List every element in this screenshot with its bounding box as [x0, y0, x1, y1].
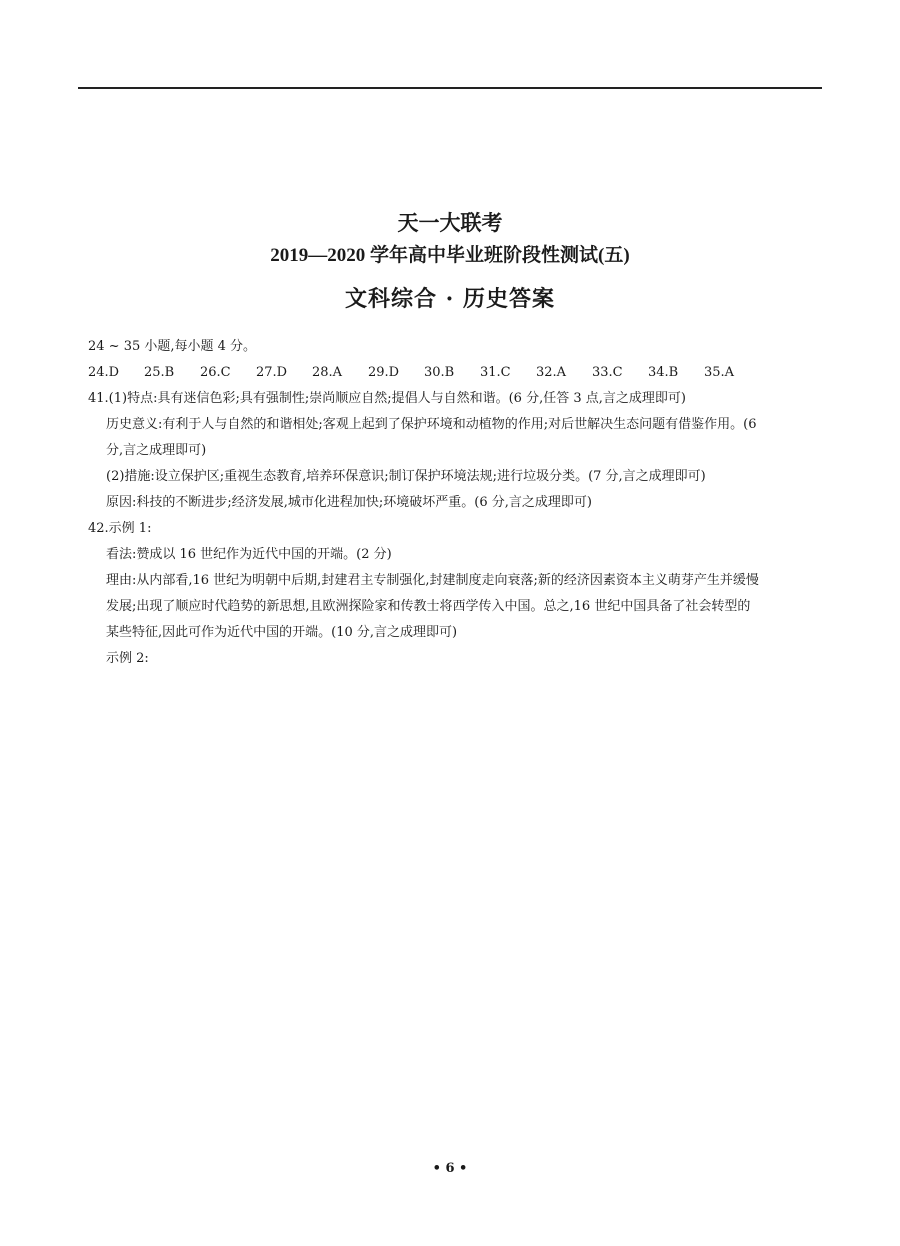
q42-reason: 理由:从内部看,16 世纪为明朝中后期,封建君主专制强化,封建制度走向衰落;新的经济因素资本主义萌芽产生并缓慢发展;出现了顺应时代趋势的新思想,且欧洲探险家和传教士将西学传入中国。总之,16 世纪中国具备了社会转型的某些特征,因此可作为近代中国的开端。(10 分,言之成理即可) [106, 573, 759, 640]
subject-title: 文科综合 · 历史答案 [345, 286, 555, 312]
answer-28: 28.A [312, 365, 343, 380]
answer-31: 31.C [480, 365, 511, 380]
answer-24: 24.D [88, 365, 120, 380]
answer-25: 25.B [144, 365, 175, 380]
exam-title: 2019—2020 学年高中毕业班阶段性测试(五) [270, 245, 630, 266]
answer-content [88, 334, 760, 672]
intro-line: 24 ~ 35 小题,每小题 4 分。 [88, 339, 257, 354]
q41-reasons: 原因:科技的不断进步;经济发展,城市化进程加快;环境破坏严重。(6 分,言之成理即可) [106, 495, 592, 510]
q42-example2-label: 示例 2: [106, 651, 149, 666]
answer-key-row [88, 360, 760, 386]
answer-34: 34.B [648, 365, 679, 380]
org-title: 天一大联考 [397, 210, 503, 235]
answer-27: 27.D [256, 365, 288, 380]
q42-example1-label: 42.示例 1: [88, 521, 152, 536]
answer-35: 35.A [704, 365, 735, 380]
header-rule [78, 87, 822, 89]
q41-features: 41.(1)特点:具有迷信色彩;具有强制性;崇尚顺应自然;提倡人与自然和谐。(6 分,任答 3 点,言之成理即可) [88, 391, 686, 406]
page-number: • 6 • [432, 1161, 468, 1176]
answer-29: 29.D [368, 365, 400, 380]
q41-significance: 历史意义:有利于人与自然的和谐相处;客观上起到了保护环境和动植物的作用;对后世解决生态问题有借鉴作用。(6 分,言之成理即可) [106, 417, 757, 458]
answer-32: 32.A [536, 365, 567, 380]
q42-view: 看法:赞成以 16 世纪作为近代中国的开端。(2 分) [106, 547, 392, 562]
answer-33: 33.C [592, 365, 623, 380]
q41-measures: (2)措施:设立保护区;重视生态教育,培养环保意识;制订保护环境法规;进行垃圾分类。(7 分,言之成理即可) [106, 469, 706, 484]
answer-26: 26.C [200, 365, 231, 380]
answer-30: 30.B [424, 365, 455, 380]
